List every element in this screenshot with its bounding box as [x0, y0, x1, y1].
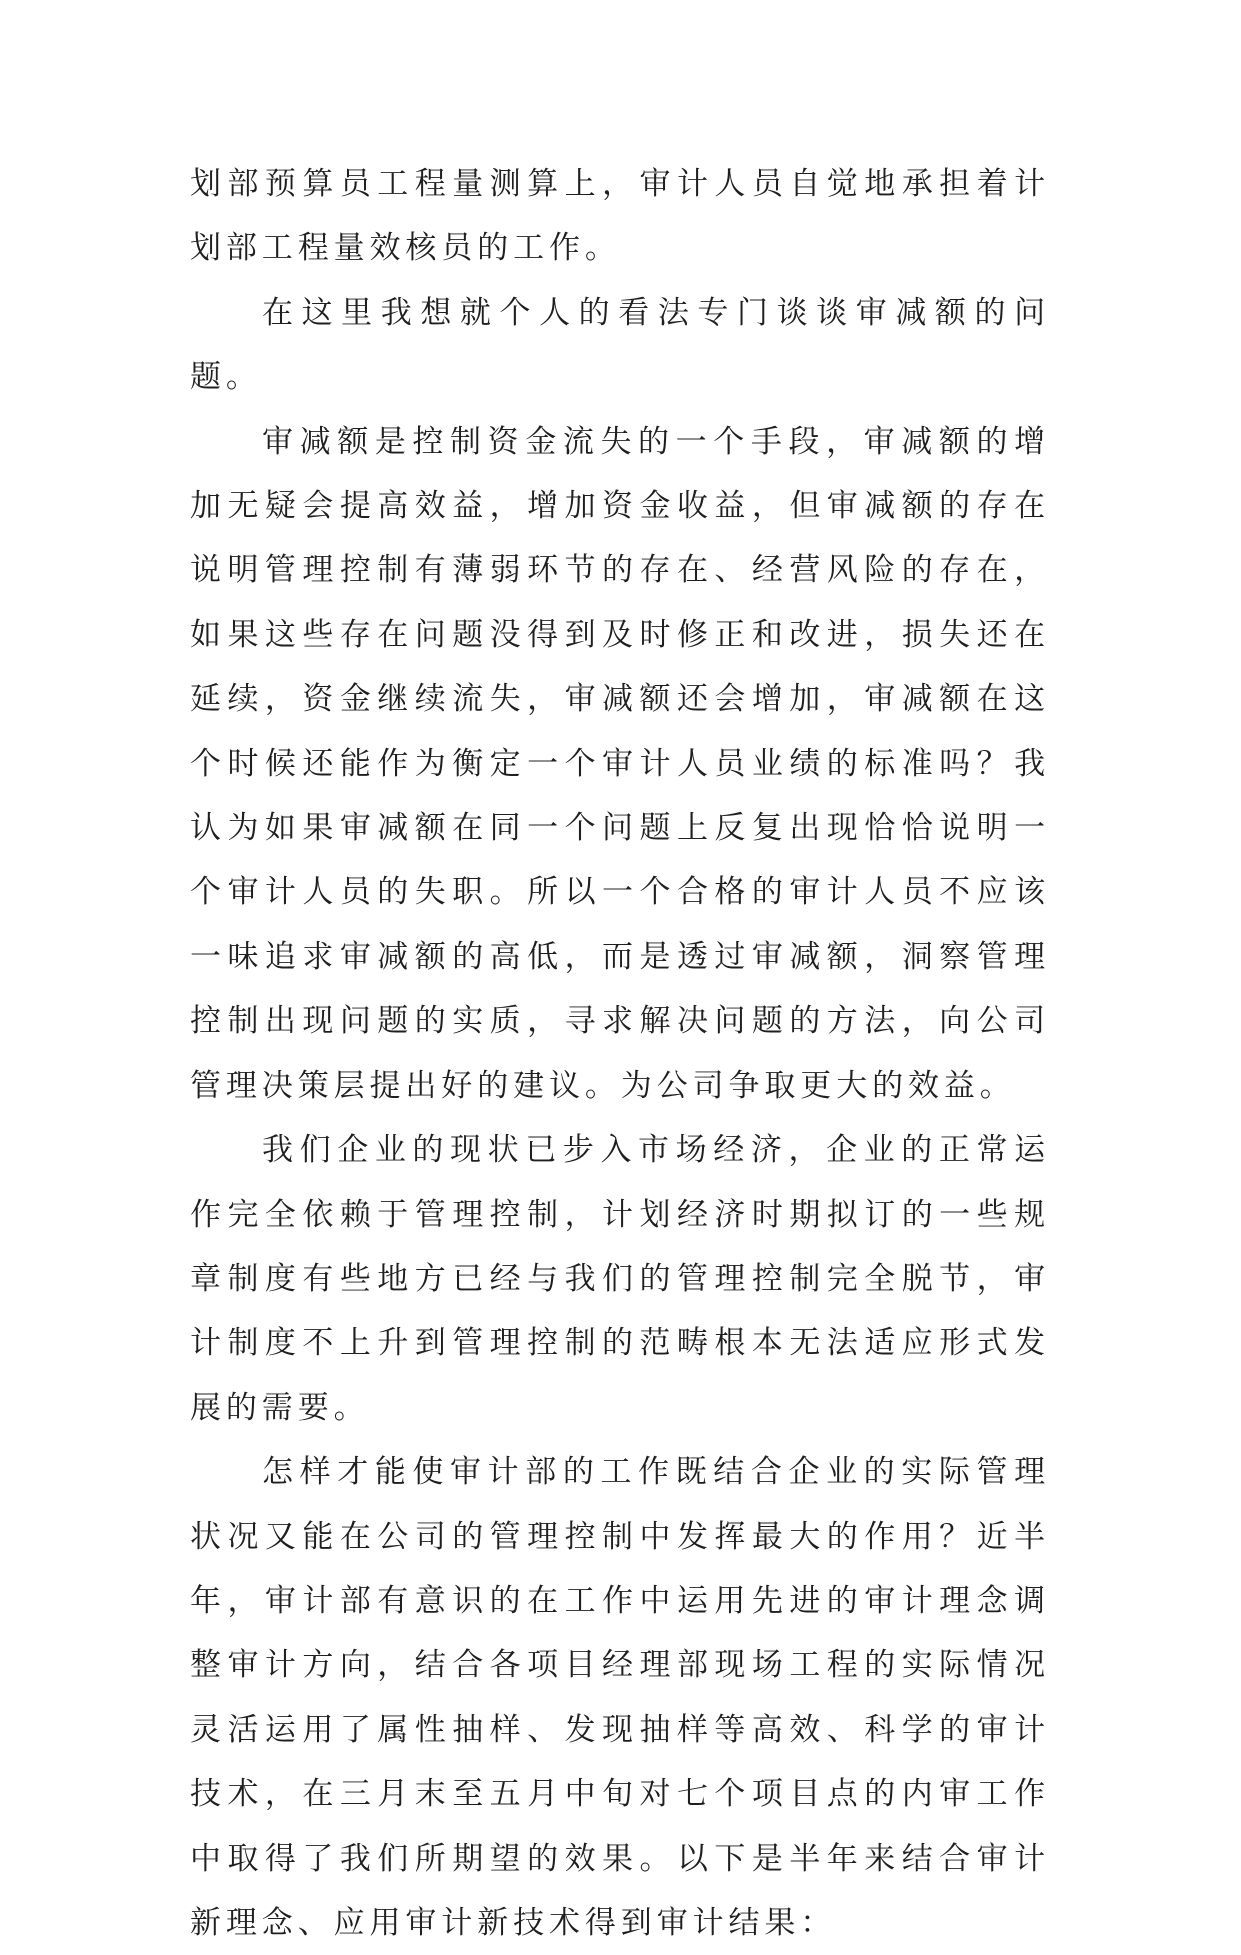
paragraph-2: 在这里我想就个人的看法专门谈谈审减额的问题。 [190, 294, 1050, 396]
paragraph-5: 怎样才能使审计部的工作既结合企业的实际管理状况又能在公司的管理控制中发挥最大的作用？近半年，审计部有意识的在工作中运用先进的审计理念调整审计方向，结合各项目经理部现场工程的实际情况灵活运用了属性抽样、发现抽样等高效、科学的审计技术，在三月末至五月中旬对七个项目点的内审工作中取得了我们所期望的效果。以下是半年来结合审计新理念、应用审计新技术得到审计结果： [190, 1454, 1050, 1941]
paragraph-4: 我们企业的现状已步入市场经济，企业的正常运作完全依赖于管理控制，计划经济时期拟订的一些规章制度有些地方已经与我们的管理控制完全脱节，审计制度不上升到管理控制的范畴根本无法适应形式发展的需要。 [190, 1132, 1050, 1426]
document-body [190, 152, 1050, 1955]
paragraph-3: 审减额是控制资金流失的一个手段，审减额的增加无疑会提高效益，增加资金收益，但审减额的存在说明管理控制有薄弱环节的存在、经营风险的存在，如果这些存在问题没得到及时修正和改进，损失还在延续，资金继续流失，审减额还会增加，审减额在这个时候还能作为衡定一个审计人员业绩的标准吗？我认为如果审减额在同一个问题上反复出现恰恰说明一个审计人员的失职。所以一个合格的审计人员不应该一味追求审减额的高低，而是透过审减额，洞察管理控制出现问题的实质，寻求解决问题的方法，向公司管理决策层提出好的建议。为公司争取更大的效益。 [190, 423, 1050, 1104]
paragraph-1: 划部预算员工程量测算上，审计人员自觉地承担着计划部工程量效核员的工作。 [190, 166, 1050, 267]
